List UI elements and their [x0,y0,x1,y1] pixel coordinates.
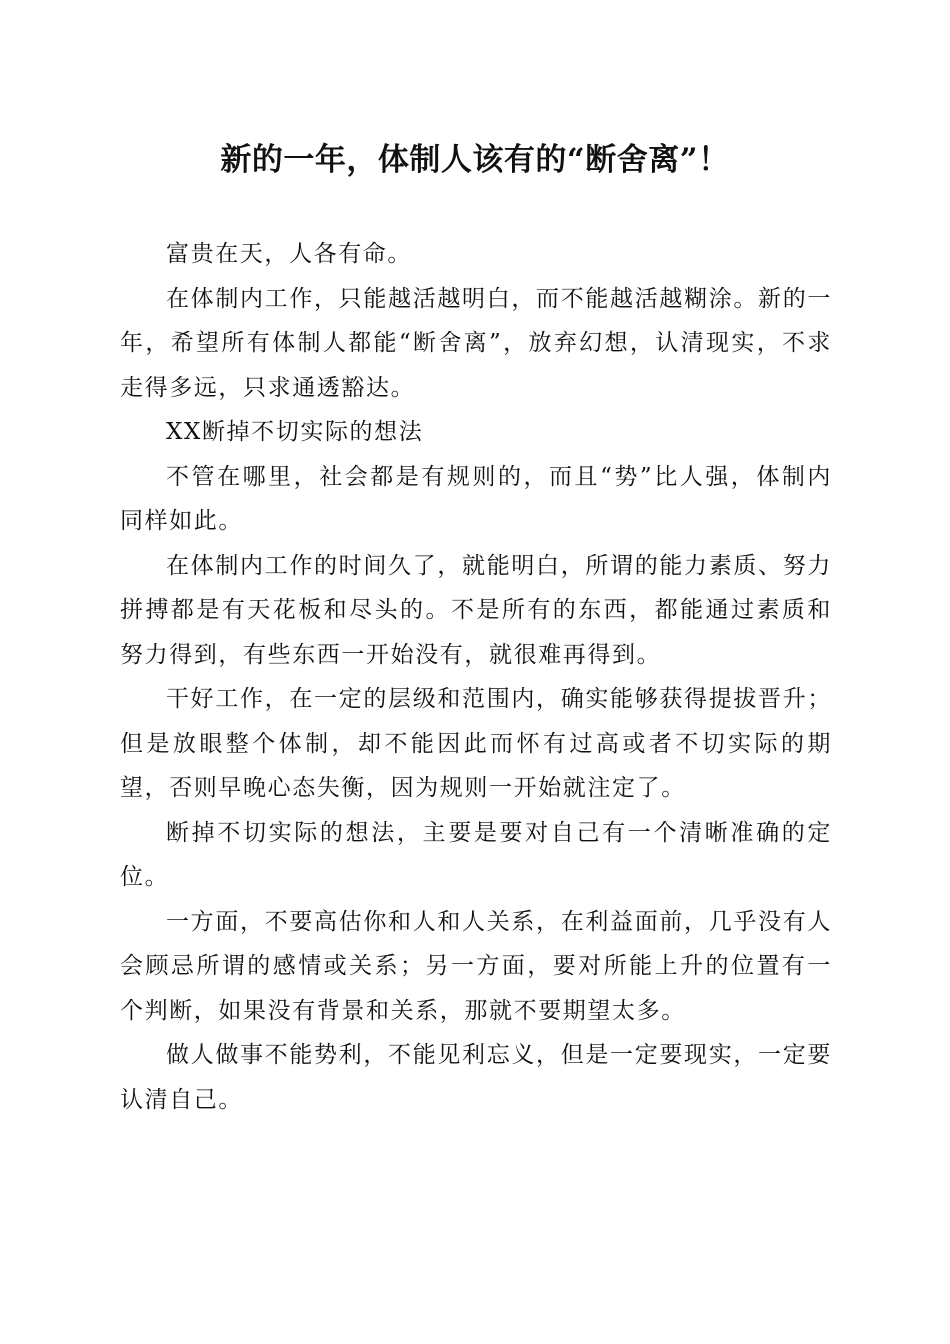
section-heading: XX断掉不切实际的想法 [166,419,424,445]
paragraph: 断掉不切实际的想法，主要是要对自己有一个清晰准确的定位。 [120,819,832,890]
paragraph: 做人做事不能势利，不能见利忘义，但是一定要现实，一定要认清自己。 [120,1042,832,1113]
paragraph: 在体制内工作，只能越活越明白，而不能越活越糊涂。新的一年，希望所有体制人都能“断舍离”，放弃幻想，认清现实，不求走得多远，只求通透豁达。 [120,285,832,401]
page-title: 新的一年，体制人该有的“断舍离”！ [220,142,730,178]
document-body [120,232,832,1122]
paragraph: 富贵在天，人各有命。 [166,241,412,267]
paragraph: 一方面，不要高估你和人和人关系，在利益面前，几乎没有人会顾忌所谓的感情或关系；另一方面，要对所能上升的位置有一个判断，如果没有背景和关系，那就不要期望太多。 [120,908,832,1024]
paragraph: 干好工作，在一定的层级和范围内，确实能够获得提拔晋升；但是放眼整个体制，却不能因此而怀有过高或者不切实际的期望，否则早晚心态失衡，因为规则一开始就注定了。 [120,686,832,801]
paragraph: 不管在哪里，社会都是有规则的，而且“势”比人强，体制内同样如此。 [120,463,832,534]
paragraph: 在体制内工作的时间久了，就能明白，所谓的能力素质、努力拼搏都是有天花板和尽头的。不是所有的东西，都能通过素质和努力得到，有些东西一开始没有，就很难再得到。 [120,552,832,668]
